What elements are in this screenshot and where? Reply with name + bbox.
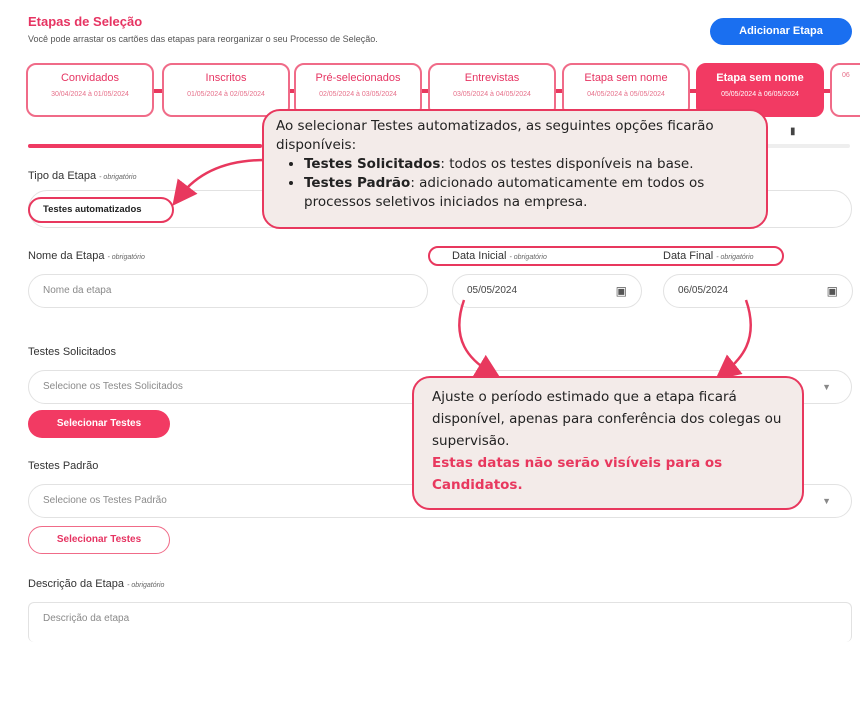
stage-name: Convidados	[60, 72, 120, 84]
required-hint: - obrigatório	[99, 174, 137, 181]
testes-solicitados-placeholder: Selecione os Testes Solicitados	[43, 381, 183, 392]
callout-warning: Estas datas não serão visíveis para os Candidatos.	[432, 455, 723, 493]
selecionar-testes-padrao-button[interactable]: Selecionar Testes	[28, 526, 170, 554]
stage-dates: 06	[842, 72, 850, 79]
required-hint: - obrigatório	[716, 254, 754, 261]
stage-name: Entrevistas	[464, 72, 520, 84]
calendar-icon[interactable]: ▣	[826, 284, 838, 298]
stage-dates: 03/05/2024 à 04/05/2024	[453, 91, 531, 98]
add-stage-button[interactable]: Adicionar Etapa	[710, 18, 852, 45]
page-subtitle: Você pode arrastar os cartões das etapas para reorganizar o seu Processo de Seleção.	[28, 34, 378, 44]
callout-list-item	[304, 174, 754, 212]
stage-dates: 02/05/2024 à 03/05/2024	[319, 91, 397, 98]
nome-label-text: Nome da Etapa	[28, 250, 105, 262]
testes-solicitados-label: Testes Solicitados	[28, 346, 117, 358]
arrow-to-tipo	[180, 160, 265, 196]
callout-item-title: Testes Padrão	[304, 175, 411, 191]
calendar-icon[interactable]: ▣	[615, 284, 627, 298]
stage-name: Inscritos	[205, 72, 247, 84]
arrow-to-data-final	[725, 300, 751, 372]
stage-dates: 04/05/2024 à 05/05/2024	[587, 91, 665, 98]
nome-input[interactable]: Nome da etapa	[28, 274, 428, 308]
required-hint: - obrigatório	[107, 254, 145, 261]
tipo-value[interactable]: Testes automatizados	[28, 197, 174, 223]
arrow-to-data-inicial	[459, 300, 490, 372]
callout-periodo	[412, 376, 804, 510]
data-inicial-value: 05/05/2024	[467, 285, 518, 296]
testes-padrao-placeholder: Selecione os Testes Padrão	[43, 495, 167, 506]
testes-padrao-label: Testes Padrão	[28, 460, 99, 472]
stage-dates: 30/04/2024 à 01/05/2024	[51, 91, 129, 98]
descricao-label-text: Descrição da Etapa	[28, 578, 124, 590]
callout-intro: Ao selecionar Testes automatizados, as seguintes opções ficarão disponíveis:	[276, 118, 714, 153]
callout-list-item	[304, 155, 754, 174]
callout-list	[304, 155, 754, 212]
tipo-label-text: Tipo da Etapa	[28, 170, 97, 182]
stage-name: Etapa sem nome	[716, 72, 804, 84]
selecionar-testes-button[interactable]: Selecionar Testes	[28, 410, 170, 438]
callout-item-text: : adicionado automaticamente em todos os processos seletivos iniciados na empresa.	[304, 175, 705, 210]
chevron-down-icon: ▼	[822, 496, 831, 506]
stage-dates: 01/05/2024 à 02/05/2024	[187, 91, 265, 98]
callout-testes-automatizados	[262, 109, 768, 229]
data-inicial-label-text: Data Inicial	[452, 250, 507, 262]
data-final-value: 06/05/2024	[678, 285, 729, 296]
required-hint: - obrigatório	[127, 582, 165, 589]
stage-name: Pré-selecionados	[315, 72, 401, 84]
trash-icon[interactable]: ▮	[790, 126, 796, 137]
callout-item-title: Testes Solicitados	[304, 156, 441, 172]
data-final-label-text: Data Final	[663, 250, 714, 262]
page-title: Etapas de Seleção	[28, 14, 143, 29]
required-hint: - obrigatório	[509, 254, 547, 261]
stage-dates: 05/05/2024 à 06/05/2024	[721, 91, 799, 98]
callout-item-text: : todos os testes disponíveis na base.	[440, 156, 694, 172]
stage-name: Etapa sem nome	[584, 72, 668, 84]
chevron-down-icon: ▼	[822, 382, 831, 392]
descricao-textarea[interactable]: Descrição da etapa	[28, 602, 852, 642]
callout-text: Ajuste o período estimado que a etapa ficará disponível, apenas para conferência dos colegas ou supervisão.	[432, 389, 782, 449]
